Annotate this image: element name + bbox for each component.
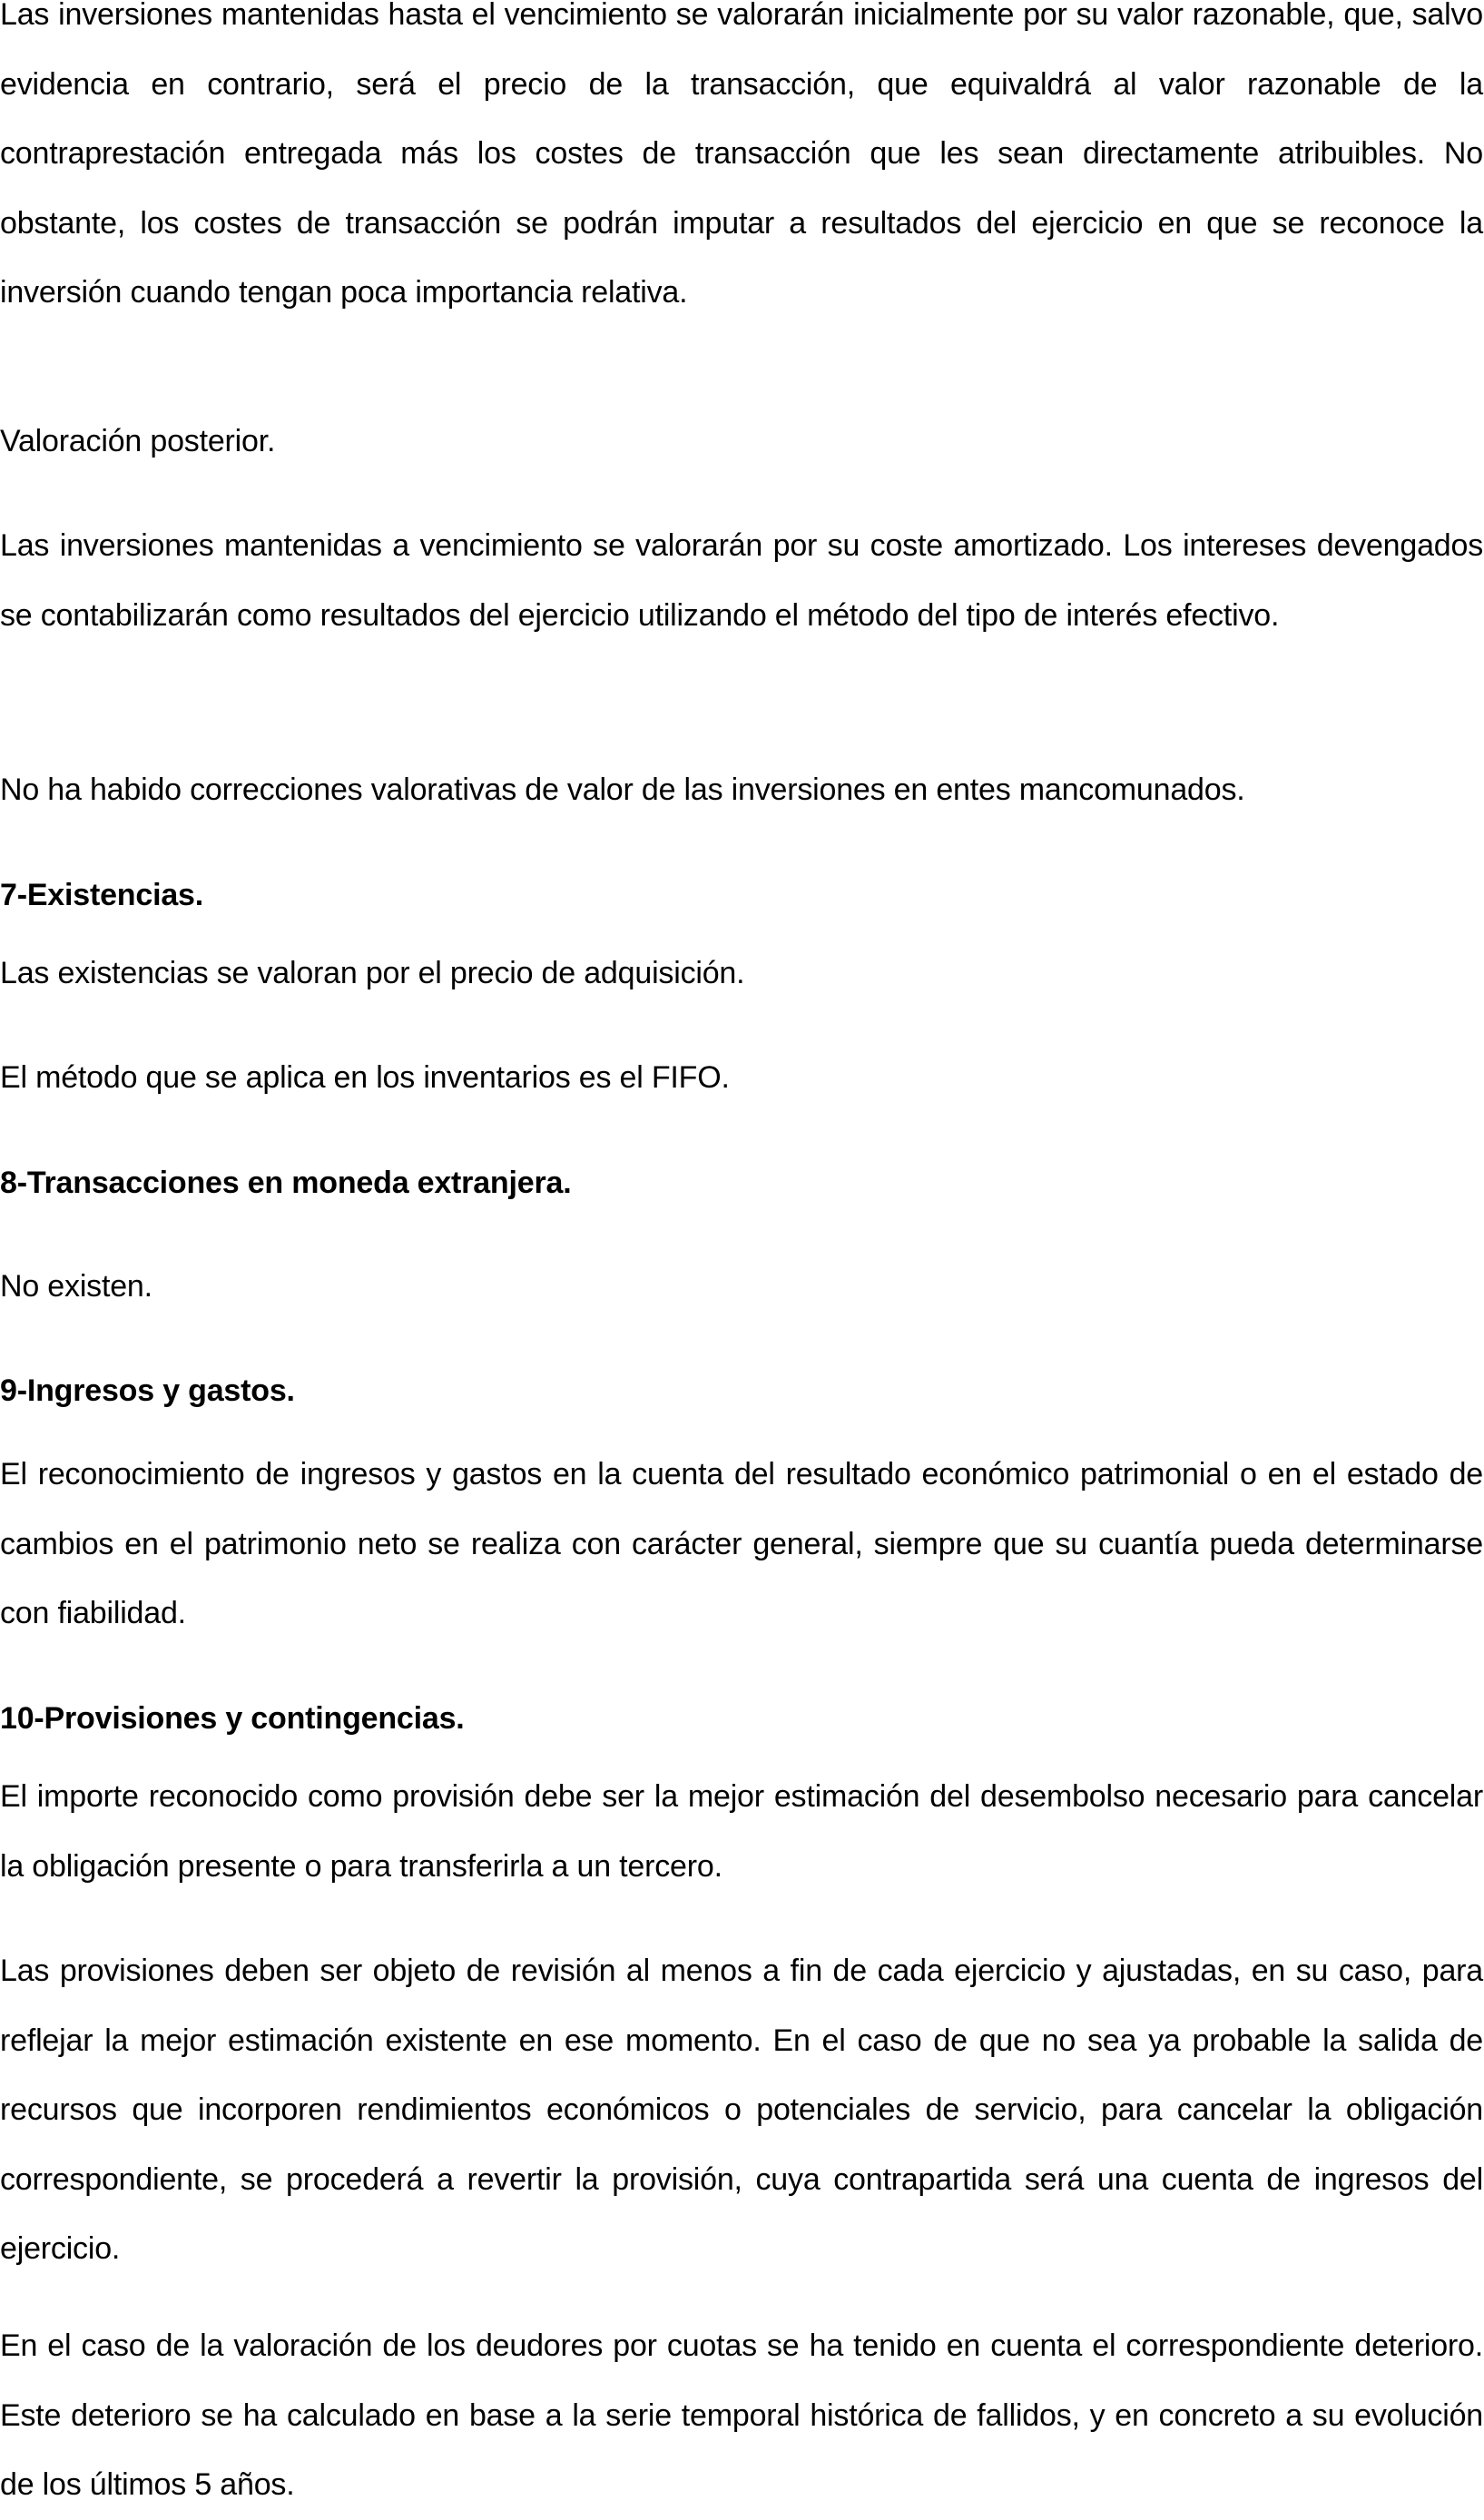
paragraph-income-recognition: El reconocimiento de ingresos y gastos en la cuenta del resultado económico patrimonial o en el estado de cambios en el patrimonio neto se realiza con carácter general, siempre que su cuantía pueda determinarse con fiabilidad. <box>0 1457 1483 1630</box>
section-heading-foreign-currency: 8-Transacciones en moneda extranjera. <box>0 1166 572 1200</box>
paragraph-no-corrections: No ha habido correcciones valorativas de valor de las inversiones en entes mancomunados. <box>0 773 1245 807</box>
paragraph-inventories-valuation: Las existencias se valoran por el precio de adquisición. <box>0 956 745 990</box>
paragraph-none-exist: No existen. <box>0 1269 152 1304</box>
paragraph-initial-valuation: Las inversiones mantenidas hasta el vencimiento se valorarán inicialmente por su valor razonable, que, salvo evidencia en contrario, será el precio de la transacción, que equivaldrá al valor razonable de la contraprestación entregada más los costes de transacción que les sean directamente atribuibles. No obstante, los costes de transacción se podrán imputar a resultados del ejercicio en que se reconoce la inversión cuando tengan poca importancia relativa. <box>0 0 1483 310</box>
paragraph-provision-review: Las provisiones deben ser objeto de revisión al menos a fin de cada ejercicio y ajustadas, en su caso, para reflejar la mejor estimación existente en ese momento. En el caso de que no sea ya probable la salida de recursos que incorporen rendimientos económicos o potenciales de servicio, para cancelar la obligación correspondiente, se procederá a revertir la provisión, cuya contrapartida será una cuenta de ingresos del ejercicio. <box>0 1954 1483 2266</box>
paragraph-provision-amount: El importe reconocido como provisión debe ser la mejor estimación del desembolso necesario para cancelar la obligación presente o para transferirla a un tercero. <box>0 1779 1483 1884</box>
paragraph-amortized-cost: Las inversiones mantenidas a vencimiento se valorarán por su coste amortizado. Los intereses devengados se contabilizarán como resultados del ejercicio utilizando el método del tipo de interés efectivo. <box>0 528 1483 633</box>
paragraph-debtors-impairment: En el caso de la valoración de los deudores por cuotas se ha tenido en cuenta el correspondiente deterioro. Este deterioro se ha calculado en base a la serie temporal histórica de fallidos, y en concreto a su evolución de los últimos 5 años. <box>0 2328 1483 2502</box>
section-heading-inventories: 7-Existencias. <box>0 878 203 912</box>
paragraph-subsequent-valuation-title: Valoración posterior. <box>0 424 276 458</box>
paragraph-fifo-method: El método que se aplica en los inventarios es el FIFO. <box>0 1060 730 1095</box>
section-heading-provisions: 10-Provisiones y contingencias. <box>0 1701 465 1736</box>
section-heading-income-expenses: 9-Ingresos y gastos. <box>0 1373 295 1408</box>
